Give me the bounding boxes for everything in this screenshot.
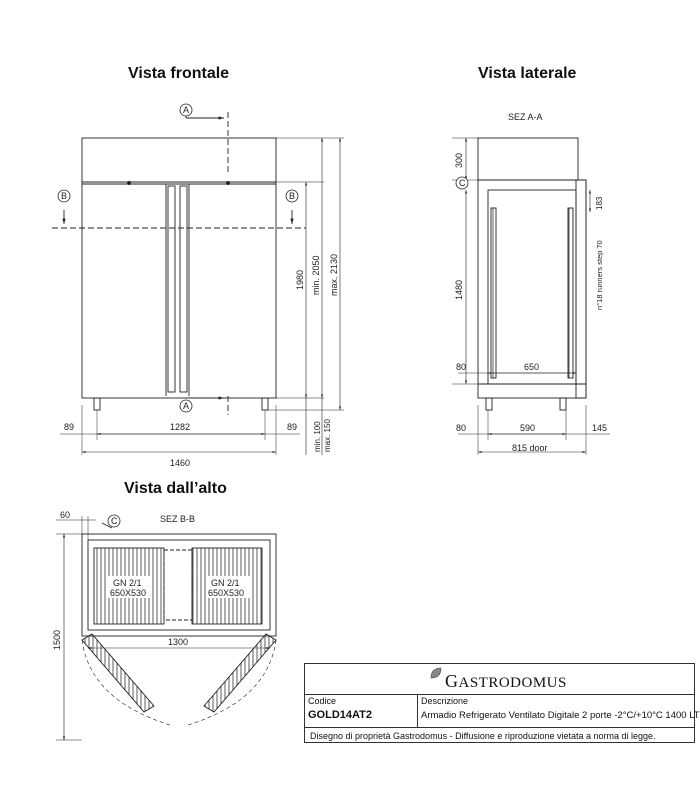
ownership-note: Disegno di proprietà Gastrodomus - Diffusione e riproduzione vietata a norma di legge. bbox=[310, 731, 656, 741]
dim-80-bottom: 80 bbox=[456, 423, 467, 433]
side-view-title: Vista laterale bbox=[478, 65, 577, 82]
dim-max2130: max. 2130 bbox=[329, 253, 339, 296]
dim-183: 183 bbox=[595, 196, 604, 210]
svg-text:B: B bbox=[289, 191, 296, 201]
top-view bbox=[56, 516, 276, 740]
side-runner-right bbox=[568, 208, 573, 378]
dim-1500: 1500 bbox=[52, 629, 62, 650]
brand-logo bbox=[305, 664, 694, 695]
svg-text:A: A bbox=[183, 401, 190, 411]
svg-text:B: B bbox=[61, 191, 68, 201]
dim-1282: 1282 bbox=[170, 422, 191, 432]
front-top-unit bbox=[82, 138, 276, 182]
side-section-label: SEZ A-A bbox=[508, 112, 543, 122]
dim-80-side: 80 bbox=[456, 362, 467, 372]
dim-89-left: 89 bbox=[64, 422, 75, 432]
top-door-right bbox=[204, 634, 276, 712]
dim-590: 590 bbox=[520, 423, 536, 433]
dim-min2050: min. 2050 bbox=[311, 255, 321, 295]
top-door-left bbox=[82, 634, 154, 712]
description-value: Armadio Refrigerato Ventilato Digitale 2 porte -2°C/+10°C 1400 LT bbox=[421, 710, 700, 721]
side-view bbox=[452, 138, 610, 455]
code-label: Codice bbox=[308, 696, 337, 706]
front-cabinet bbox=[82, 182, 276, 398]
front-handle-right bbox=[180, 186, 187, 392]
front-view-title: Vista frontale bbox=[128, 65, 230, 82]
dim-1480: 1480 bbox=[454, 279, 464, 300]
top-view-title: Vista dall’alto bbox=[124, 480, 227, 497]
leaf-icon bbox=[429, 666, 443, 680]
code-value: GOLD14AT2 bbox=[308, 709, 372, 721]
dim-145: 145 bbox=[592, 423, 608, 433]
side-cabinet-inner bbox=[488, 190, 576, 384]
front-foot-right bbox=[262, 398, 268, 410]
front-foot-left bbox=[94, 398, 100, 410]
dim-815-door: 815 door bbox=[512, 443, 548, 453]
front-labels bbox=[58, 104, 339, 468]
runners-note: n°18 runners step 70 bbox=[595, 240, 604, 310]
side-foot-right bbox=[560, 398, 566, 410]
top-section-label: SEZ B-B bbox=[160, 514, 196, 524]
dim-89-right: 89 bbox=[287, 422, 298, 432]
dim-max150: max. 150 bbox=[323, 419, 332, 452]
gn-label-right: GN 2/1 bbox=[211, 578, 240, 588]
dim-min100: min. 100 bbox=[313, 421, 322, 452]
dim-1460: 1460 bbox=[170, 458, 191, 468]
dim-60: 60 bbox=[60, 510, 71, 520]
side-runner-left bbox=[491, 208, 496, 378]
side-door bbox=[576, 180, 586, 398]
svg-text:C: C bbox=[111, 516, 118, 526]
gn-size-left: 650X530 bbox=[110, 588, 147, 598]
side-foot-left bbox=[486, 398, 492, 410]
side-top-unit bbox=[478, 138, 578, 180]
dim-650: 650 bbox=[524, 362, 540, 372]
dim-1980: 1980 bbox=[295, 269, 305, 290]
gn-size-right: 650X530 bbox=[208, 588, 245, 598]
svg-text:C: C bbox=[459, 178, 466, 188]
front-handle-left bbox=[168, 186, 175, 392]
gn-label-left: GN 2/1 bbox=[113, 578, 142, 588]
description-label: Descrizione bbox=[421, 696, 469, 706]
side-labels bbox=[454, 112, 607, 453]
svg-text:A: A bbox=[183, 105, 190, 115]
brand-name: GASTRODOMUS bbox=[445, 671, 567, 691]
dim-300: 300 bbox=[454, 152, 464, 168]
dim-1300: 1300 bbox=[168, 637, 189, 647]
title-block bbox=[304, 663, 700, 743]
